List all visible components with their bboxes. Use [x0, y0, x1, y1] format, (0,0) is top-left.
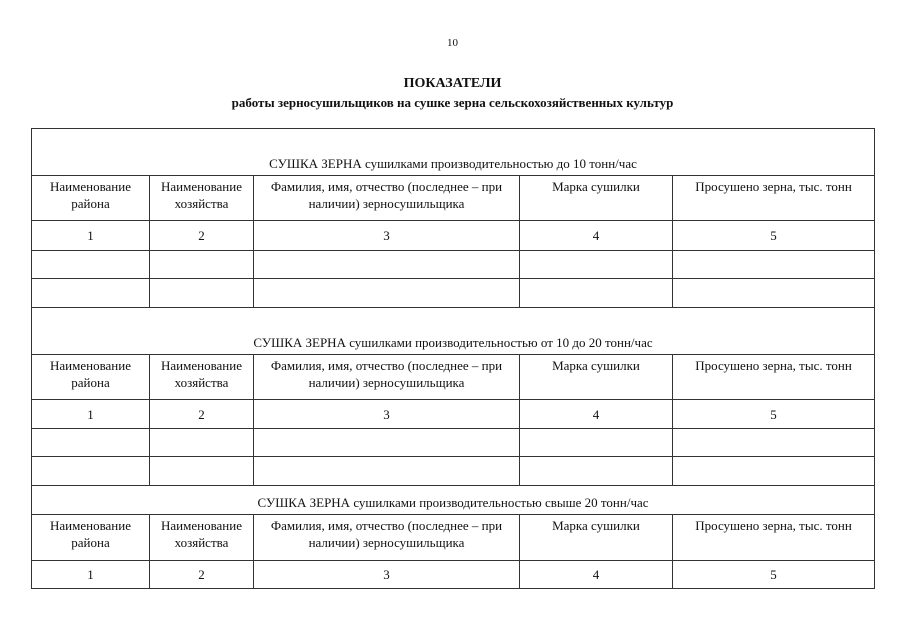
column-header-grain-dried: Просушено зерна, тыс. тонн	[673, 355, 875, 400]
document-title: ПОКАЗАТЕЛИ	[403, 76, 502, 91]
column-number-row	[32, 400, 875, 429]
column-header-row	[32, 355, 875, 400]
table-cell	[673, 279, 875, 308]
column-header-operator-name: Фамилия, имя, отчество (последнее – при наличии) зерносушильщика	[254, 176, 520, 221]
page-number: 10	[447, 37, 458, 49]
column-header-district: Наименование района	[32, 176, 150, 221]
table-cell	[150, 279, 254, 308]
column-header-farm: Наименование хозяйства	[150, 176, 254, 221]
table-cell	[32, 457, 150, 486]
table-cell	[520, 457, 673, 486]
column-number-row	[32, 561, 875, 589]
column-header-row	[32, 515, 875, 561]
column-header-dryer-model: Марка сушилки	[520, 355, 673, 400]
section-header-row	[32, 129, 875, 176]
column-number: 3	[254, 221, 520, 251]
table-cell	[254, 251, 520, 279]
column-number: 5	[673, 561, 875, 589]
table-row	[32, 429, 875, 457]
table-cell	[673, 251, 875, 279]
section-title: СУШКА ЗЕРНА сушилками производительностью до 10 тонн/час	[32, 129, 875, 176]
column-header-row	[32, 176, 875, 221]
column-number: 4	[520, 221, 673, 251]
column-header-operator-name: Фамилия, имя, отчество (последнее – при наличии) зерносушильщика	[254, 355, 520, 400]
document-subtitle: работы зерносушильщиков на сушке зерна сельскохозяйственных культур	[231, 95, 674, 110]
column-header-district: Наименование района	[32, 515, 150, 561]
column-header-dryer-model: Марка сушилки	[520, 515, 673, 561]
column-number: 1	[32, 561, 150, 589]
column-header-grain-dried: Просушено зерна, тыс. тонн	[673, 515, 875, 561]
table-cell	[150, 457, 254, 486]
table-cell	[520, 251, 673, 279]
table-cell	[673, 429, 875, 457]
section-header-row	[32, 486, 875, 515]
column-number: 5	[673, 400, 875, 429]
column-number: 3	[254, 561, 520, 589]
table-cell	[32, 279, 150, 308]
table-row	[32, 279, 875, 308]
section-header-row	[32, 308, 875, 355]
column-number: 2	[150, 561, 254, 589]
indicators-table	[31, 128, 875, 589]
section-title: СУШКА ЗЕРНА сушилками производительностью свыше 20 тонн/час	[32, 486, 875, 515]
column-number: 2	[150, 221, 254, 251]
column-header-district: Наименование района	[32, 355, 150, 400]
table-cell	[254, 279, 520, 308]
column-number: 1	[32, 221, 150, 251]
table-cell	[673, 457, 875, 486]
table-cell	[254, 457, 520, 486]
table-cell	[254, 429, 520, 457]
table-row	[32, 457, 875, 486]
column-header-farm: Наименование хозяйства	[150, 515, 254, 561]
column-number: 3	[254, 400, 520, 429]
table-cell	[150, 429, 254, 457]
column-header-farm: Наименование хозяйства	[150, 355, 254, 400]
column-number: 2	[150, 400, 254, 429]
column-number: 4	[520, 561, 673, 589]
column-number: 5	[673, 221, 875, 251]
column-number: 4	[520, 400, 673, 429]
table-cell	[520, 279, 673, 308]
table-cell	[32, 429, 150, 457]
section-title: СУШКА ЗЕРНА сушилками производительностью от 10 до 20 тонн/час	[32, 308, 875, 355]
table-cell	[150, 251, 254, 279]
column-number-row	[32, 221, 875, 251]
column-number: 1	[32, 400, 150, 429]
table-row	[32, 251, 875, 279]
table-cell	[32, 251, 150, 279]
column-header-grain-dried: Просушено зерна, тыс. тонн	[673, 176, 875, 221]
table-cell	[520, 429, 673, 457]
column-header-operator-name: Фамилия, имя, отчество (последнее – при наличии) зерносушильщика	[254, 515, 520, 561]
column-header-dryer-model: Марка сушилки	[520, 176, 673, 221]
